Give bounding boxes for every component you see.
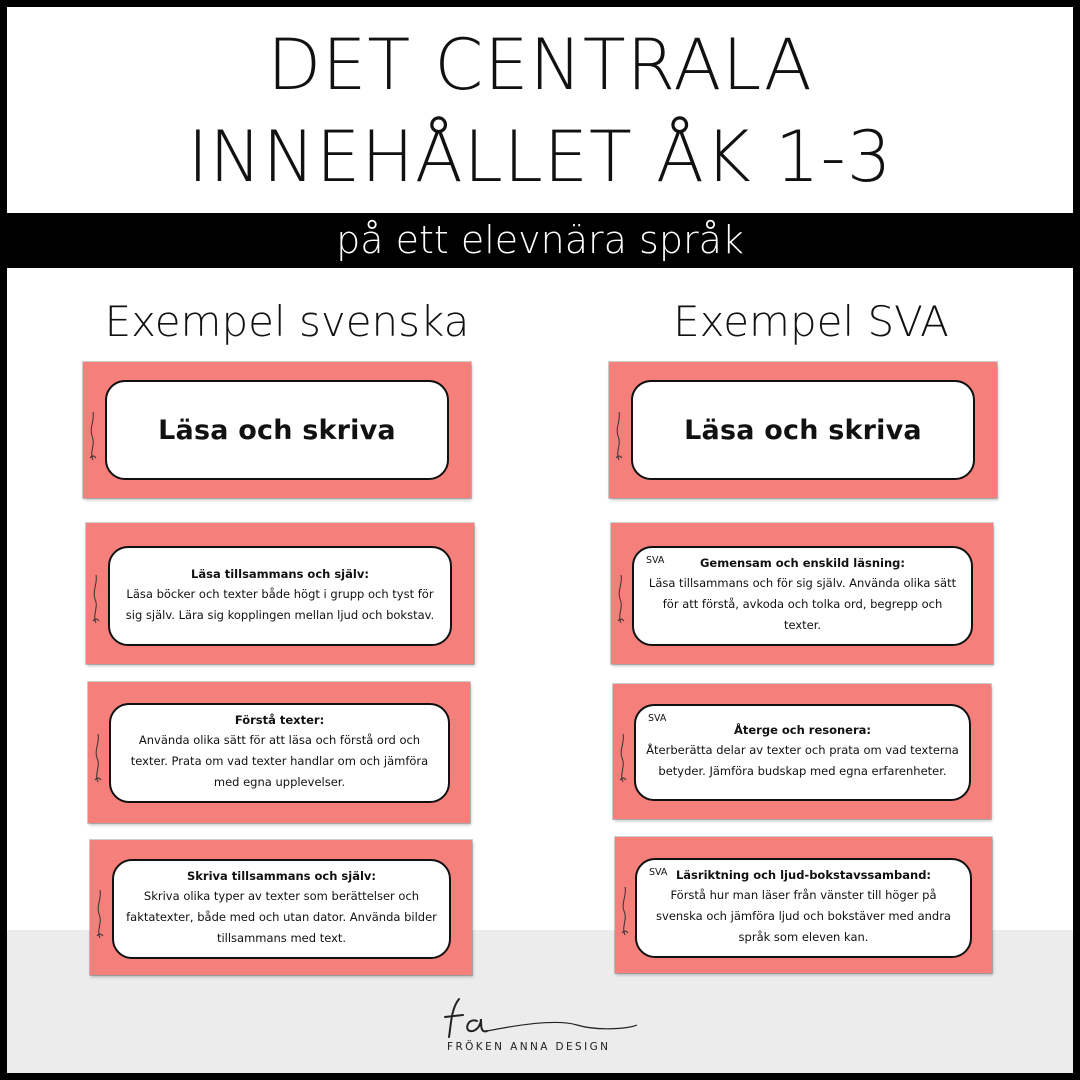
card-inner <box>634 704 971 801</box>
left-column-heading: Exempel svenska <box>104 297 470 346</box>
card-body: Förstå hur man läser från vänster till höger på svenska och jämföra ljud och bokstäver med andra språk som eleven kan. <box>656 888 951 944</box>
card-title: Förstå texter: <box>234 713 325 727</box>
right-heading-card <box>609 362 997 498</box>
brand-monogram-icon <box>437 995 643 1041</box>
title-line-1: DET CENTRALA <box>267 24 813 106</box>
card-logo-icon <box>612 408 626 464</box>
card-logo-icon <box>89 571 103 627</box>
left-card-1 <box>86 523 474 664</box>
subtitle: på ett elevnära språk <box>336 218 744 262</box>
card-title: Återge och resonera: <box>733 723 872 737</box>
left-card-3 <box>90 840 472 975</box>
card-heading: Läsa och skriva <box>684 414 922 446</box>
right-card-1 <box>611 523 993 664</box>
left-heading-card <box>83 362 471 498</box>
card-body: Skriva olika typer av texter som berättelser och faktatexter, både med och utan dator. Använda bilder tillsammans med text. <box>126 889 437 945</box>
card-title: Läsriktning och ljud-bokstavssamband: <box>675 868 932 882</box>
card-logo-icon <box>618 883 632 939</box>
card-inner <box>109 703 450 803</box>
brand-name: FRÖKEN ANNA DESIGN <box>447 1041 611 1053</box>
sva-tag: SVA <box>646 555 665 566</box>
card-inner <box>108 546 452 646</box>
card-logo-icon <box>614 571 628 627</box>
card-title: Gemensam och enskild läsning: <box>699 556 905 570</box>
card-body: Använda olika sätt för att läsa och förstå ord och texter. Prata om vad texter handlar om och jämföra med egna upplevelser. <box>130 733 429 789</box>
brand-logo <box>437 995 643 1065</box>
left-card-2 <box>88 682 470 823</box>
title-line-2: INNEHÅLLET ÅK 1-3 <box>187 116 893 198</box>
card-inner <box>105 380 449 480</box>
card-body: Läsa tillsammans och för sig själv. Använda olika sätt för att förstå, avkoda och tolka ord, begrepp och texter. <box>648 576 957 632</box>
card-heading: Läsa och skriva <box>158 414 396 446</box>
card-inner <box>631 380 975 480</box>
card-logo-icon <box>93 886 107 942</box>
subtitle-bar <box>7 213 1073 268</box>
card-body: Återberätta delar av texter och prata om vad texterna betyder. Jämföra budskap med egna erfarenheter. <box>646 743 959 778</box>
right-card-3 <box>615 837 992 973</box>
right-card-2 <box>613 684 991 819</box>
card-inner <box>635 858 972 958</box>
card-logo-icon <box>91 730 105 786</box>
card-inner <box>632 546 973 646</box>
card-logo-icon <box>616 730 630 786</box>
right-column-heading: Exempel SVA <box>673 297 949 346</box>
sva-tag: SVA <box>648 713 667 724</box>
poster-frame <box>7 7 1073 1073</box>
card-title: Skriva tillsammans och själv: <box>187 869 376 883</box>
card-body: Läsa böcker och texter både högt i grupp och tyst för sig själv. Lära sig kopplingen mellan ljud och bokstav. <box>125 586 435 622</box>
card-logo-icon <box>86 408 100 464</box>
card-inner <box>112 859 451 959</box>
card-title: Läsa tillsammans och själv: <box>191 566 369 581</box>
page-title <box>7 19 1073 203</box>
sva-tag: SVA <box>649 867 668 878</box>
